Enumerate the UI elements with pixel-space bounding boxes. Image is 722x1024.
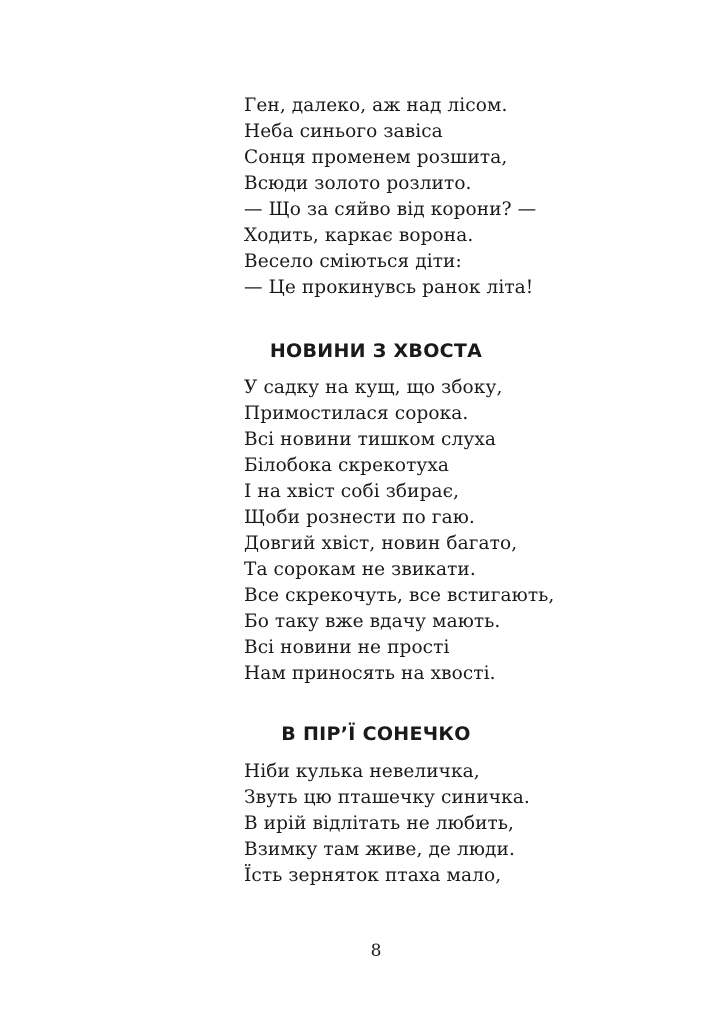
poem-line: У садку на кущ, що збоку, bbox=[244, 377, 503, 398]
poem-1-text bbox=[244, 93, 536, 301]
poem-line: Весело сміються діти: bbox=[244, 251, 462, 272]
poem-line: — Це прокинувсь ранок літа! bbox=[244, 277, 534, 298]
poem-line: Довгий хвіст, новин багато, bbox=[244, 533, 518, 554]
poem-line: І на хвіст собі збирає, bbox=[244, 481, 460, 502]
page-number: 8 bbox=[370, 941, 382, 961]
poem-2-text bbox=[244, 375, 554, 687]
poem-line: Всі новини не прості bbox=[244, 637, 450, 658]
poem-line: Сонця променем розшита, bbox=[244, 147, 508, 168]
poem-line: Бо таку вже вдачу мають. bbox=[244, 611, 501, 632]
poem-line: Ген, далеко, аж над лісом. bbox=[244, 95, 508, 116]
poem-3-text bbox=[244, 759, 530, 889]
poem-line: Все скрекочуть, все встигають, bbox=[244, 585, 555, 606]
poem-3-title: В ПІР’Ї СОНЕЧКО bbox=[281, 723, 471, 745]
poem-line: В ирій відлітать не любить, bbox=[244, 813, 514, 834]
poem-line: — Що за сяйво від корони? — bbox=[244, 199, 537, 220]
poem-line: Всюди золото розлито. bbox=[244, 173, 472, 194]
poem-2-title: НОВИНИ З ХВОСТА bbox=[269, 340, 483, 362]
poem-line: Звуть цю пташечку синичка. bbox=[244, 787, 530, 808]
poem-line: Взимку там живе, де люди. bbox=[244, 839, 515, 860]
poem-line: Щоби рознести по гаю. bbox=[244, 507, 475, 528]
poem-line: Примостилася сорока. bbox=[244, 403, 469, 424]
poem-line: Ходить, каркає ворона. bbox=[244, 225, 474, 246]
poem-line: Нам приносять на хвості. bbox=[244, 663, 496, 684]
poem-line: Всі новини тишком слуха bbox=[244, 429, 497, 450]
poem-line: Та сорокам не звикати. bbox=[244, 559, 476, 580]
poem-line: Їсть зерняток птаха мало, bbox=[244, 865, 502, 886]
poem-line: Білобока скрекотуха bbox=[244, 455, 450, 476]
poem-line: Неба синього завіса bbox=[244, 121, 443, 142]
poem-line: Ніби кулька невеличка, bbox=[244, 761, 480, 782]
